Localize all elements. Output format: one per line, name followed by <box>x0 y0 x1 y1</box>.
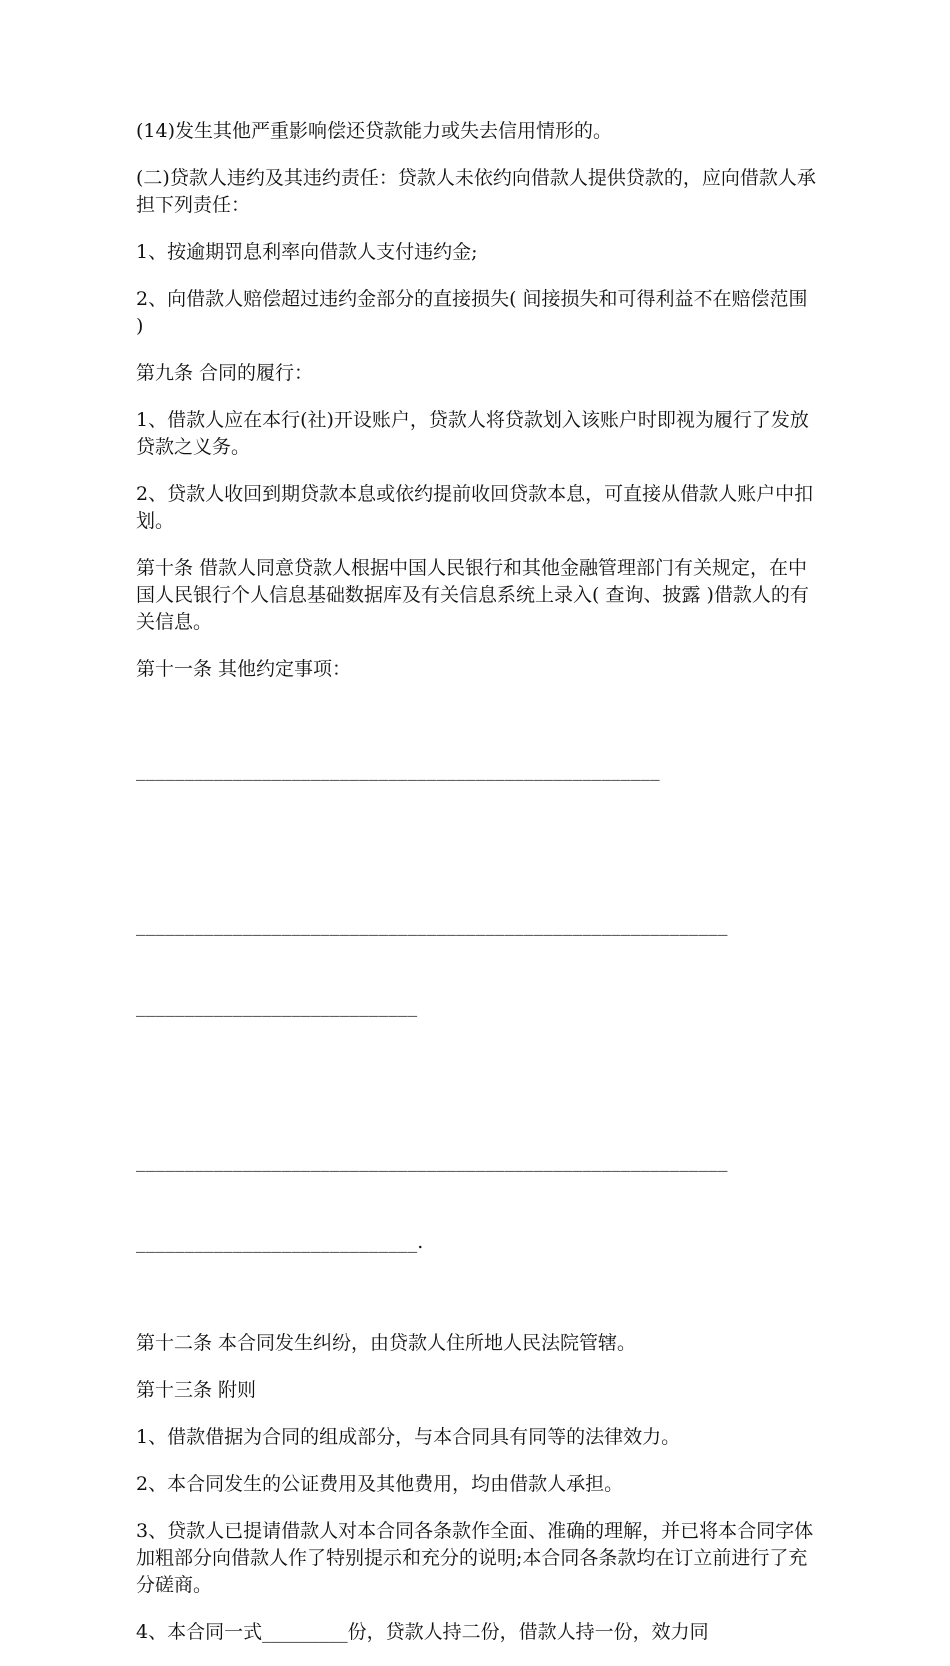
blank-line-2-row-2: _____________________________ <box>136 995 418 1017</box>
document-body <box>136 118 816 1666</box>
blank-line-2 <box>136 858 816 1074</box>
blank-line-3 <box>136 1094 816 1310</box>
blank-line-1 <box>136 703 816 838</box>
blank-line-1-text: ______________________________________________________ <box>136 759 660 781</box>
paragraph-explanation-notice: 3、贷款人已提请借款人对本合同各条款作全面、准确的理解，并已将本合同字体加粗部分向借款人作了特别提示和充分的说明;本合同各条款均在订立前进行了充分磋商。 <box>136 1520 814 1596</box>
article-11-heading: 第十一条 其他约定事项： <box>136 658 352 680</box>
paragraph-clause-14: (14)发生其他严重影响偿还贷款能力或失去信用情形的。 <box>136 120 613 142</box>
article-10-paragraph: 第十条 借款人同意贷款人根据中国人民银行和其他金融管理部门有关规定，在中国人民银行个人信息基础数据库及有关信息系统上录入( 查询、披露 )借款人的有关信息。 <box>136 557 809 633</box>
paragraph-account-opening: 1、借款人应在本行(社)开设账户，贷款人将贷款划入该账户时即视为履行了发放贷款之义务。 <box>136 409 809 458</box>
paragraph-iou-validity: 1、借款借据为合同的组成部分，与本合同具有同等的法律效力。 <box>136 1426 681 1448</box>
paragraph-direct-loss: 2、向借款人赔偿超过违约金部分的直接损失( 间接损失和可得利益不在赔偿范围 ) <box>136 288 814 337</box>
article-12-paragraph: 第十二条 本合同发生纠纷，由贷款人住所地人民法院管辖。 <box>136 1332 637 1354</box>
blank-line-2-row-1: _____________________________________________________________ <box>136 914 728 936</box>
paragraph-penalty-interest: 1、按逾期罚息利率向借款人支付违约金; <box>136 241 478 263</box>
blank-line-3-row-1: _____________________________________________________________ <box>136 1150 728 1172</box>
article-9-heading: 第九条 合同的履行： <box>136 362 314 384</box>
paragraph-notary-fees: 2、本合同发生的公证费用及其他费用，均由借款人承担。 <box>136 1473 624 1495</box>
article-13-heading: 第十三条 附则 <box>136 1379 257 1401</box>
paragraph-lender-default: (二)贷款人违约及其违约责任：贷款人未依约向借款人提供贷款的，应向借款人承担下列责任： <box>136 167 816 216</box>
paragraph-copies: 4、本合同一式_________份，贷款人持二份，借款人持一份，效力同 <box>136 1621 709 1643</box>
blank-line-3-row-2: _____________________________. <box>136 1231 424 1253</box>
paragraph-direct-deduction: 2、贷款人收回到期贷款本息或依约提前收回贷款本息，可直接从借款人账户中扣划。 <box>136 483 814 532</box>
